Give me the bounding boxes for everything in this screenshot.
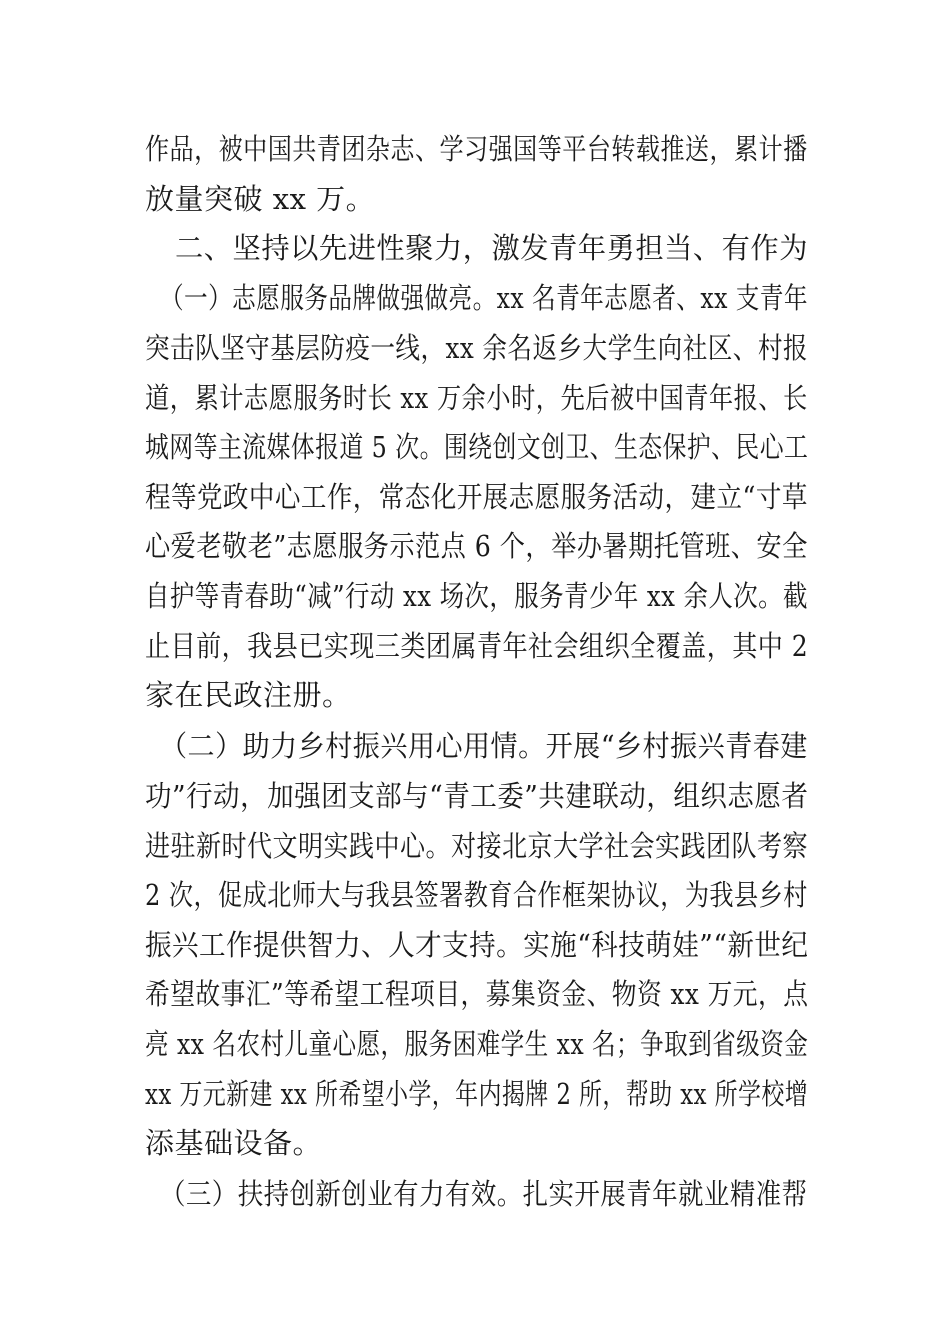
- text-line-17: 振兴工作提供智力、人才支持。实施“科技萌娃”“新世纪: [145, 928, 809, 962]
- text-line-20: xx 万元新建 xx 所希望小学，年内揭牌 2 所，帮助 xx 所学校增: [145, 1077, 809, 1111]
- text-line-7: 城网等主流媒体报道 5 次。围绕创文创卫、生态保护、民心工: [145, 430, 809, 464]
- text-line-21: 添基础设备。: [145, 1126, 323, 1160]
- section-heading-2: 二、坚持以先进性聚力，激发青年勇担当、有作为: [175, 231, 808, 265]
- subsection-heading-3: （三）扶持创新创业有力有效。扎实开展青年就业精准帮: [160, 1177, 808, 1211]
- text-line-14: 功”行动，加强团支部与“青工委”共建联动，组织志愿者: [145, 779, 809, 813]
- text-line-12: 家在民政注册。: [145, 678, 352, 712]
- text-line-6: 道，累计志愿服务时长 xx 万余小时，先后被中国青年报、长: [145, 381, 808, 415]
- text-line-1: 作品，被中国共青团杂志、学习强国等平台转载推送，累计播: [145, 132, 808, 166]
- text-line-8: 程等党政中心工作，常态化开展志愿服务活动，建立“寸草: [145, 480, 808, 514]
- text-line-18: 希望故事汇”等希望工程项目，募集资金、物资 xx 万元，点: [145, 977, 809, 1011]
- text-line-10: 自护等青春助“减”行动 xx 场次，服务青少年 xx 余人次。截: [145, 579, 808, 613]
- text-line-16: 2 次，促成北师大与我县签署教育合作框架协议，为我县乡村: [145, 878, 808, 912]
- text-line-15: 进驻新时代文明实践中心。对接北京大学社会实践团队考察: [145, 829, 809, 863]
- text-line-11: 止目前，我县已实现三类团属青年社会组织全覆盖，其中 2: [145, 629, 809, 663]
- text-line-2: 放量突破 xx 万。: [145, 182, 376, 216]
- subsection-heading-2: （二）助力乡村振兴用心用情。开展“乡村振兴青春建: [160, 729, 808, 763]
- text-line-19: 亮 xx 名农村儿童心愿，服务困难学生 xx 名；争取到省级资金: [145, 1027, 809, 1061]
- text-line-5: 突击队坚守基层防疫一线，xx 余名返乡大学生向社区、村报: [145, 331, 808, 365]
- subsection-heading-1: （一）志愿服务品牌做强做亮。xx 名青年志愿者、xx 支青年: [160, 281, 808, 315]
- text-line-9: 心爱老敬老”志愿服务示范点 6 个，举办暑期托管班、安全: [145, 529, 808, 563]
